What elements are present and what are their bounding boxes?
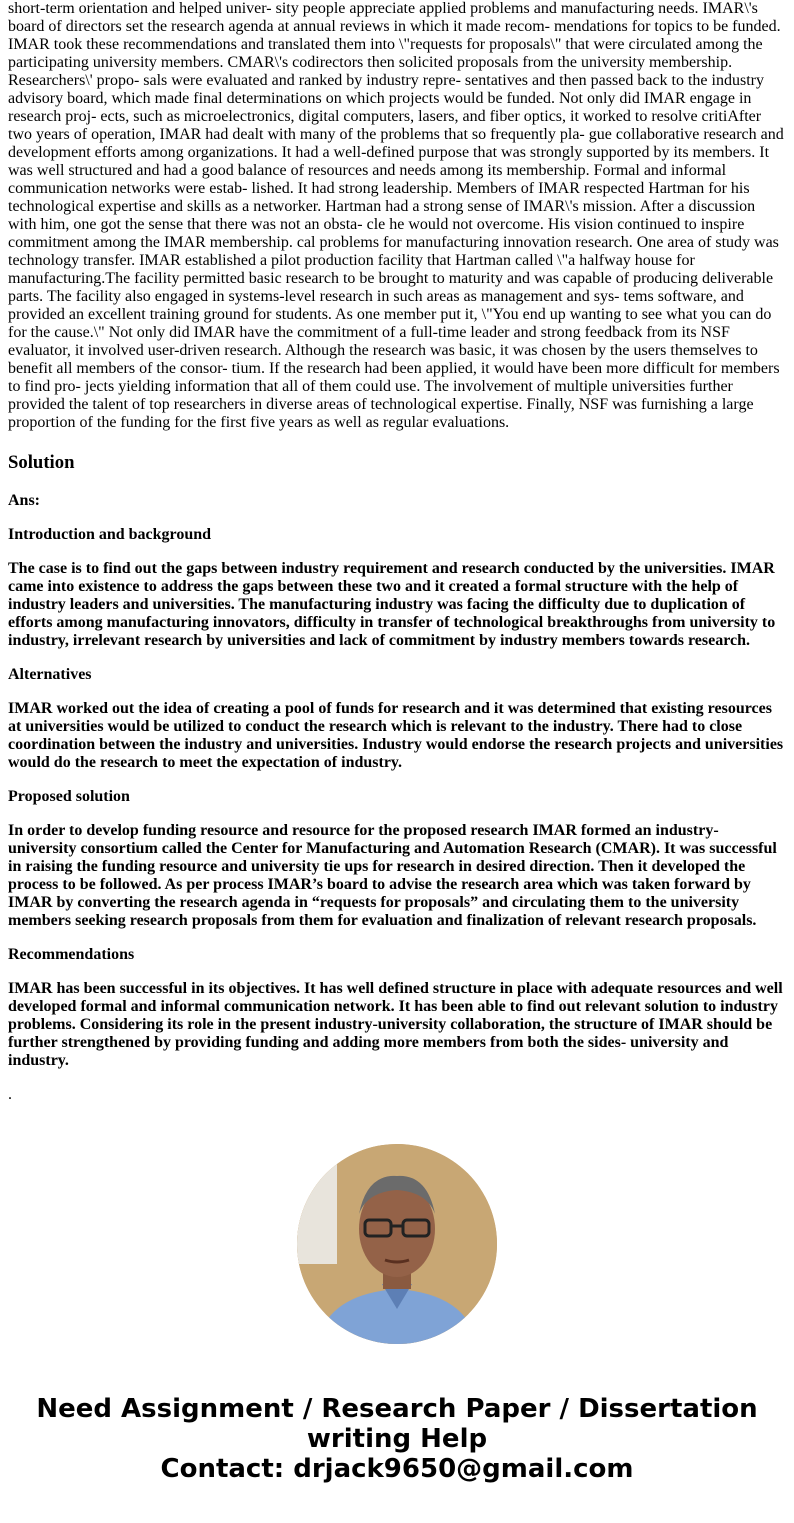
author-photo-container: [8, 1144, 786, 1344]
section-title: Alternatives: [8, 666, 92, 683]
section-recommendations: [8, 946, 786, 1070]
section-body: In order to develop funding resource and resource for the proposed research IMAR formed an industry-university consortium called the Center for Manufacturing and Automation Research (CMAR). It was successful in raising the funding resource and university tie ups for research in desired direction. Then it developed the process to be followed. As per process IMAR’s board to advise the research area which was taken forward by IMAR by converting the research agenda in “requests for proposals” and circulating them to the university members seeking research proposals from them for evaluation and finalization of relevant research proposals.: [8, 822, 777, 929]
section-body: IMAR has been successful in its objectives. It has well defined structure in place with adequate resources and well developed formal and informal communication network. It has been able to find out relevant solution to industry problems. Considering its role in the present industry-university collaboration, the structure of IMAR should be further strengthened by providing funding and adding more members from both the sides- university and industry.: [8, 980, 783, 1069]
trailing-dot: .: [8, 1086, 12, 1103]
section-alternatives: [8, 666, 786, 772]
contact-email: Contact: drjack9650@gmail.com: [160, 1454, 634, 1484]
section-body: The case is to find out the gaps between industry requirement and research conducted by the universities. IMAR came into existence to address the gaps between these two and it created a formal structure with the help of industry leaders and universities. The manufacturing industry was facing the difficulty due to duplication of efforts among manufacturing innovators, difficulty in transfer of technological breakthroughs from university to industry, irrelevant research by universities and lack of commitment by industry members towards research.: [8, 560, 776, 649]
solution-heading: Solution: [8, 452, 75, 473]
section-title: Proposed solution: [8, 788, 130, 805]
section-body: IMAR worked out the idea of creating a pool of funds for research and it was determined that existing resources at universities would be utilized to conduct the research which is relevant to the industry. There had to close coordination between the industry and universities. Industry would endorse the research projects and universities would do the research to meet the expectation of industry.: [8, 700, 784, 771]
section-title: Introduction and background: [8, 526, 212, 543]
ans-label: Ans:: [8, 492, 41, 509]
author-photo: [297, 1144, 497, 1344]
contact-banner: [8, 1394, 786, 1484]
case-text: short-term orientation and helped univer- sity people appreciate applied problems and manufacturing needs. IMAR\'s board of directors set the research agenda at annual reviews in which it made recom- mendations for topics to be funded. IMAR took these recommendations and translated them into \"requests for proposals\" that were circulated among the participating university members. CMAR\'s codirectors then solicited proposals from the university membership. Researchers\' propo- sals were evaluated and ranked by industry repre- sentatives and then passed back to the industry advisory board, which made final determinations on which projects would be funded. Not only did IMAR engage in research proj- ects, such as microelectronics, digital computers, lasers, and fiber optics, it worked to resolve critiAfter two years of operation, IMAR had dealt with many of the problems that so frequently pla- gue collaborative research and development efforts among organizations. It had a well-defined purpose that was strongly supported by its members. It was well structured and had a good balance of resources and needs among its membership. Formal and informal communication networks were estab- lished. It had strong leadership. Members of IMAR respected Hartman for his technological expertise and skills as a networker. Hartman had a strong sense of IMAR\'s mission. After a discussion with him, one got the sense that there was not an obsta- cle he would not overcome. His vision continued to inspire commitment among the IMAR membership. cal problems for manufacturing innovation research. One area of study was technology transfer. IMAR established a pilot production facility that Hartman called \"a halfway house for manufacturing.The facility permitted basic research to be brought to maturity and was capable of producing deliverable parts. The facility also engaged in systems-level research in such areas as management and sys- tems software, and provided an excellent training ground for students. As one member put it, \"You end up wanting to see what you can do for the cause.\" Not only did IMAR have the commitment of a full-time leader and strong feedback from its NSF evaluator, it involved user-driven research. Although the research was basic, it was chosen by the users themselves to benefit all members of the consor- tium. If the research had been applied, it would have been more difficult for members to find pro- jects yielding information that all of them could use. The involvement of multiple universities further provided the talent of top researchers in diverse areas of technological expertise. Finally, NSF was furnishing a large proportion of the funding for the first five years as well as regular evaluations.: [8, 0, 784, 431]
help-headline: Need Assignment / Research Paper / Dissertation writing Help: [36, 1394, 758, 1454]
section-proposed: [8, 788, 786, 930]
section-intro: [8, 526, 786, 650]
section-title: Recommendations: [8, 946, 135, 963]
